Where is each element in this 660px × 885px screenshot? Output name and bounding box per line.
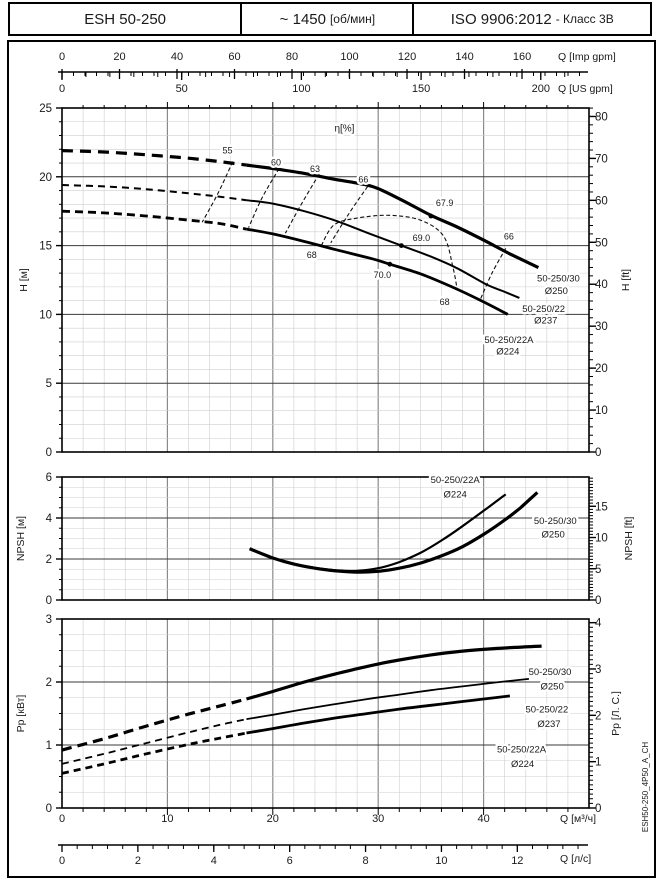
chart-text-label: 55	[222, 145, 233, 156]
chart-text-label: 0	[58, 51, 66, 63]
chart-text-label: Pр [кВт]	[15, 694, 27, 733]
chart-text-label: 10	[39, 309, 52, 322]
chart-text-label: 140	[455, 51, 474, 63]
chart-text-label: 80	[595, 111, 608, 124]
chart-text-label: 80	[285, 51, 299, 63]
chart-text-label: 120	[397, 51, 417, 63]
chart-text-label: 5	[45, 378, 52, 391]
chart-text-label: 30	[595, 321, 608, 334]
curve-50-250-22-237	[62, 679, 529, 764]
chart-text-label: Ø224	[496, 346, 520, 358]
speed-unit: [об/мин]	[329, 12, 376, 26]
chart-text-label: Ø250	[540, 681, 564, 693]
chart-text-label: 160	[512, 51, 532, 63]
chart-text-label: 3	[45, 614, 52, 626]
chart-text-label: 67.9	[435, 197, 454, 208]
chart-text-label: 4	[595, 617, 602, 630]
chart-text-label: 10	[161, 813, 174, 825]
chart-text-label: 40	[595, 279, 608, 292]
chart-text-label: Pр [Л. С.]	[610, 691, 622, 736]
chart-text-label: Ø224	[510, 758, 535, 770]
chart-text-label: 0	[58, 83, 66, 95]
chart-text-label: Q [л/с]	[560, 853, 592, 865]
chart-text-label: 40	[170, 51, 184, 63]
axes-ticks	[46, 472, 608, 607]
chart-text-label: 60	[228, 51, 241, 63]
chart-text-label: 2	[45, 677, 52, 689]
chart-text-label: 0	[595, 803, 602, 815]
curve-50-250-30-250	[250, 492, 538, 572]
chart-text-label: 20	[39, 171, 52, 184]
power-curves-chart	[15, 614, 622, 825]
curve-50-250-30-250	[62, 646, 542, 750]
chart-text-label: 30	[372, 813, 385, 825]
chart-text-label: Q [Imp gpm]	[558, 51, 616, 63]
chart-text-label: 50-250/22A	[484, 334, 534, 346]
bep-marker	[429, 214, 434, 219]
outer-frame	[8, 41, 655, 877]
chart-text-label: 0	[595, 447, 602, 459]
chart-text-label: 10	[435, 855, 448, 867]
chart-text-label: H [м]	[18, 268, 30, 292]
chart-text-label: 1	[45, 740, 52, 752]
chart-text-label: 60	[595, 195, 608, 208]
chart-text-label: 0	[45, 803, 52, 815]
chart-text-label: 69.0	[412, 233, 431, 244]
chart-text-label: Ø224	[443, 489, 467, 501]
chart-text-label: Q [US gpm]	[558, 83, 613, 95]
chart-text-label: 15	[595, 501, 608, 514]
chart-text-label: 68	[439, 297, 450, 308]
bottom-lps-axis	[58, 845, 591, 867]
chart-text-label: 200	[531, 83, 550, 95]
chart-text-label: Ø237	[537, 719, 561, 731]
chart-text-label: 3	[595, 663, 602, 676]
chart-text-label: 10	[595, 405, 608, 418]
chart-text-label: Ø237	[534, 315, 558, 327]
chart-text-label: 12	[511, 855, 524, 867]
chart-text-label: 15	[39, 240, 52, 253]
chart-text-label: H [ft]	[620, 268, 632, 292]
chart-text-label: 40	[477, 813, 490, 825]
chart-text-label: 5	[595, 563, 602, 576]
chart-text-label: 60	[270, 157, 281, 168]
chart-text-label: 20	[113, 51, 126, 63]
head-curves-chart	[18, 102, 632, 459]
chart-text-label: 20	[595, 363, 608, 376]
top-flow-axis	[58, 51, 616, 95]
chart-text-label: 50-250/22A	[496, 744, 547, 756]
chart-text-label: 25	[39, 103, 52, 115]
chart-text-label: 2	[45, 554, 52, 566]
chart-text-label: 50-250/22	[522, 303, 566, 315]
chart-text-label: 20	[266, 813, 279, 825]
chart-text-label: 100	[292, 83, 311, 95]
chart-text-label: 150	[411, 83, 431, 95]
chart-text-label: 70	[595, 153, 608, 166]
chart-text-label: 0	[45, 447, 52, 459]
chart-text-label: NPSH [м]	[15, 515, 27, 562]
chart-text-label: 0	[45, 595, 52, 607]
pump-model-label: ESH 50-250	[84, 10, 167, 28]
chart-text-label: 6	[286, 855, 293, 867]
chart-text-label: 50-250/30	[537, 273, 580, 285]
chart-text-label: 6	[45, 472, 52, 484]
chart-text-label: 0	[595, 595, 602, 607]
chart-text-label: 50-250/22A	[430, 475, 480, 487]
standard-class: - Класс 3В	[555, 12, 614, 26]
chart-text-label: 100	[340, 51, 359, 63]
chart-text-label: 50	[595, 237, 608, 250]
npsh-curves-chart	[15, 472, 635, 607]
chart-text-label: 66	[503, 231, 514, 242]
chart-text-label: 0	[58, 855, 66, 867]
grid	[62, 108, 589, 452]
chart-text-label: 4	[210, 855, 217, 867]
chart-text-label: Q [м³/ч]	[560, 813, 597, 825]
chart-text-label: 10	[595, 532, 608, 545]
chart-text-label: 2	[134, 855, 141, 867]
grid	[62, 477, 589, 600]
chart-text-label: 70.0	[373, 270, 392, 281]
bep-marker	[399, 243, 404, 248]
axes-ticks	[39, 102, 608, 459]
chart-text-label: 50-250/22	[525, 704, 569, 716]
speed-value: ~ 1450	[279, 10, 326, 28]
chart-text-label: 66	[358, 174, 369, 185]
standard-name: ISO 9906:2012	[450, 10, 552, 28]
curve-50-250-22a-224	[62, 696, 510, 773]
chart-text-label: 4	[45, 513, 52, 525]
chart-text-label: Ø250	[544, 286, 568, 298]
chart-text-label: 68	[306, 250, 317, 261]
bep-marker	[387, 262, 392, 267]
chart-text-label: Ø250	[541, 529, 565, 541]
chart-text-label: 2	[595, 710, 602, 723]
chart-text-label: 1	[595, 756, 602, 769]
chart-text-label: ESH50-250_4P50_A_CH	[641, 741, 650, 833]
plot-border	[62, 108, 589, 452]
chart-text-label: 50	[175, 83, 188, 95]
chart-text-label: 63	[309, 164, 320, 175]
chart-text-label: 8	[362, 855, 369, 867]
chart-text-label: 0	[58, 813, 66, 825]
chart-text-label: NPSH [ft]	[623, 516, 635, 561]
chart-text-label: η[%]	[334, 123, 355, 135]
chart-text-label: 50-250/30	[528, 666, 572, 678]
chart-text-label: 50-250/30	[533, 516, 577, 528]
